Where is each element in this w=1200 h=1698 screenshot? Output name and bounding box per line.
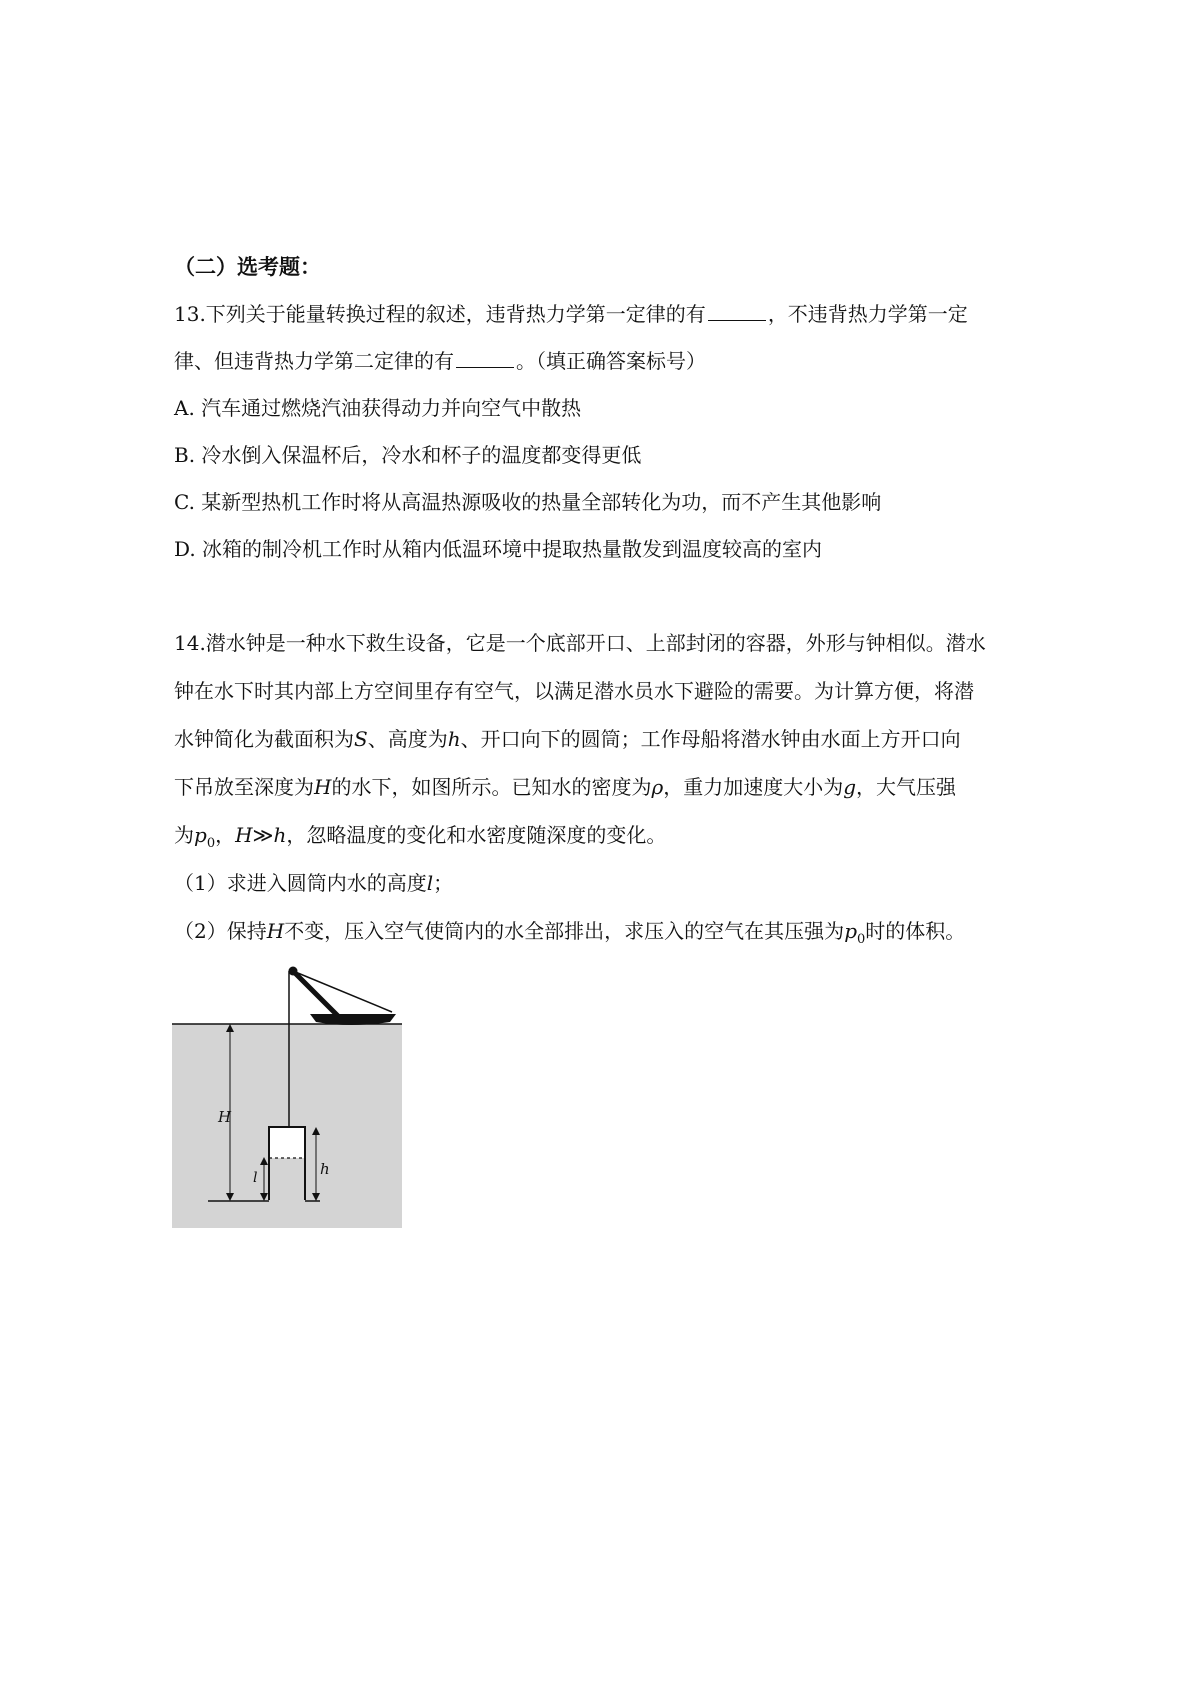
q13-option-c: C. 某新型热机工作时将从高温热源吸收的热量全部转化为功，而不产生其他影响 bbox=[174, 490, 882, 514]
q14-line-1: 14.潜水钟是一种水下救生设备，它是一个底部开口、上部封闭的容器，外形与钟相似。潜水 bbox=[174, 631, 986, 655]
var-rho: ρ bbox=[651, 775, 664, 799]
var-p: p bbox=[844, 919, 857, 943]
q14-part-2 bbox=[174, 917, 965, 954]
q13-option-b: B. 冷水倒入保温杯后，冷水和杯子的温度都变得更低 bbox=[174, 443, 642, 467]
q13-option-a: A. 汽车通过燃烧汽油获得动力并向空气中散热 bbox=[174, 396, 582, 420]
q13-text: ，不违背热力学第一定 bbox=[767, 302, 968, 326]
q13-text: 律、但违背热力学第二定律的有 bbox=[174, 349, 454, 373]
l-label: l bbox=[253, 1170, 258, 1186]
var-H: H bbox=[235, 823, 253, 847]
h-label: h bbox=[320, 1160, 330, 1178]
H-label: H bbox=[218, 1108, 232, 1126]
diving-bell-figure bbox=[170, 960, 402, 1230]
subscript-0: 0 bbox=[206, 836, 216, 851]
q14-part-1 bbox=[174, 869, 453, 897]
q14-text: 、开口向下的圆筒；工作母船将潜水钟由水面上方开口向 bbox=[460, 727, 961, 751]
var-l: l bbox=[426, 871, 434, 895]
answer-blank-1 bbox=[708, 300, 766, 321]
q14-line-3 bbox=[174, 725, 961, 753]
q14-line-2: 钟在水下时其内部上方空间里存有空气，以满足潜水员水下避险的需要。为计算方便，将潜 bbox=[174, 679, 974, 703]
q14-text: ，忽略温度的变化和水密度随深度的变化。 bbox=[286, 823, 667, 847]
q14-text: 时的体积。 bbox=[865, 919, 966, 943]
q13-text: 13.下列关于能量转换过程的叙述，违背热力学第一定律的有 bbox=[174, 302, 706, 326]
q14-text: 的水下，如图所示。已知水的密度为 bbox=[331, 775, 652, 799]
q13-line-1 bbox=[174, 300, 968, 328]
answer-blank-2 bbox=[456, 347, 514, 368]
q13-line-2 bbox=[174, 347, 706, 375]
air-pocket bbox=[269, 1127, 305, 1158]
q14-text: 下吊放至深度为 bbox=[174, 775, 314, 799]
section-title: （二）选考题： bbox=[174, 254, 321, 279]
q14-text: ， bbox=[215, 823, 236, 847]
subscript-0: 0 bbox=[857, 932, 866, 947]
q13-text: 。（填正确答案标号） bbox=[516, 349, 706, 373]
q14-line-4 bbox=[174, 773, 956, 801]
pulley bbox=[289, 967, 298, 976]
q13-option-d: D. 冰箱的制冷机工作时从箱内低温环境中提取热量散发到温度较高的室内 bbox=[174, 537, 823, 561]
var-g: g bbox=[843, 775, 857, 799]
crane-arm bbox=[293, 971, 338, 1016]
var-p: p bbox=[194, 823, 207, 847]
q14-text: 为 bbox=[174, 823, 194, 847]
var-H: H bbox=[314, 775, 332, 799]
q14-text: ； bbox=[433, 871, 454, 895]
var-H: H bbox=[266, 919, 285, 943]
q14-text: （2）保持 bbox=[174, 919, 267, 943]
q14-text: ，大气压强 bbox=[856, 775, 957, 799]
var-h: h bbox=[447, 727, 461, 751]
q14-text: 水钟简化为截面积为 bbox=[174, 727, 354, 751]
q14-text: 不变，压入空气使筒内的水全部排出，求压入的空气在其压强为 bbox=[284, 919, 845, 943]
q14-text: 、高度为 bbox=[367, 727, 448, 751]
var-S: S bbox=[354, 727, 368, 751]
q14-text: （1）求进入圆筒内水的高度 bbox=[174, 871, 427, 895]
q14-text: ，重力加速度大小为 bbox=[663, 775, 844, 799]
q14-line-5 bbox=[174, 821, 666, 858]
much-greater-symbol: ≫ bbox=[252, 823, 274, 847]
var-h: h bbox=[273, 823, 287, 847]
crane-cable bbox=[293, 971, 392, 1012]
